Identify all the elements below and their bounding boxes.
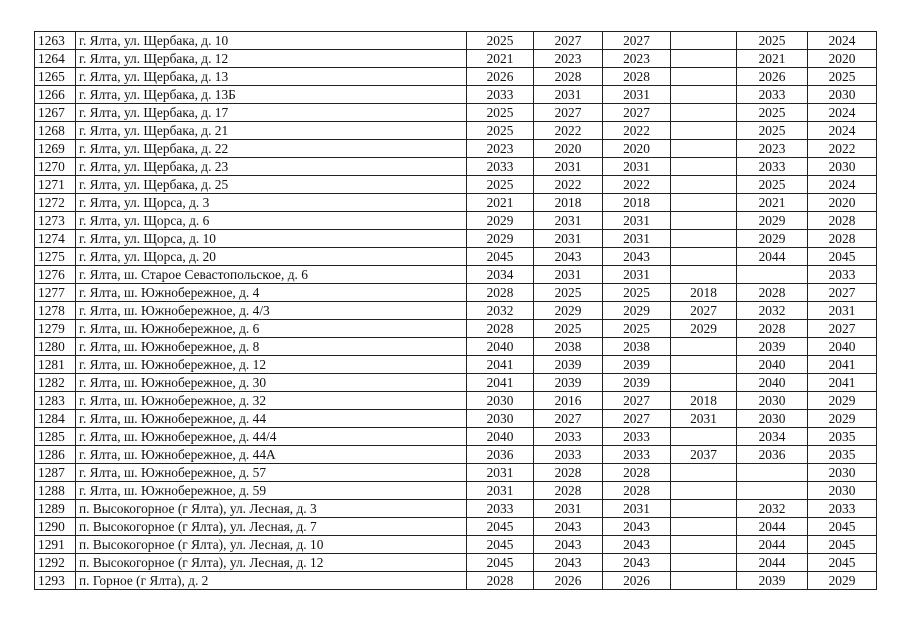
year-cell-2: 2033	[534, 446, 603, 464]
year-cell-5: 2032	[737, 500, 808, 518]
year-cell-6: 2030	[808, 158, 877, 176]
table-row	[35, 230, 877, 248]
year-cell-1: 2029	[467, 212, 534, 230]
year-cell-3: 2027	[603, 104, 671, 122]
year-cell-6: 2029	[808, 572, 877, 590]
year-cell-1: 2030	[467, 410, 534, 428]
year-cell-5: 2021	[737, 194, 808, 212]
table-row	[35, 572, 877, 590]
year-cell-6: 2027	[808, 320, 877, 338]
year-cell-3: 2027	[603, 32, 671, 50]
row-number: 1292	[35, 554, 76, 572]
year-cell-3: 2031	[603, 500, 671, 518]
year-cell-1: 2041	[467, 374, 534, 392]
year-cell-5: 2030	[737, 392, 808, 410]
year-cell-2: 2031	[534, 86, 603, 104]
year-cell-2: 2043	[534, 554, 603, 572]
year-cell-6: 2033	[808, 500, 877, 518]
year-cell-5	[737, 482, 808, 500]
year-cell-1: 2033	[467, 86, 534, 104]
row-number: 1285	[35, 428, 76, 446]
year-cell-2: 2031	[534, 266, 603, 284]
year-cell-3: 2025	[603, 320, 671, 338]
year-cell-6: 2033	[808, 266, 877, 284]
year-cell-3: 2039	[603, 356, 671, 374]
year-cell-3: 2043	[603, 518, 671, 536]
year-cell-4	[671, 158, 737, 176]
table-row	[35, 518, 877, 536]
year-cell-5: 2025	[737, 176, 808, 194]
year-cell-4: 2031	[671, 410, 737, 428]
year-cell-4	[671, 356, 737, 374]
schedule-table	[34, 31, 877, 590]
address-cell: г. Ялта, ул. Щербака, д. 22	[76, 140, 467, 158]
year-cell-6: 2035	[808, 446, 877, 464]
year-cell-5	[737, 464, 808, 482]
table-row	[35, 500, 877, 518]
year-cell-3: 2043	[603, 248, 671, 266]
year-cell-3: 2028	[603, 482, 671, 500]
year-cell-6: 2024	[808, 122, 877, 140]
year-cell-5: 2025	[737, 122, 808, 140]
year-cell-2: 2027	[534, 410, 603, 428]
year-cell-3: 2033	[603, 428, 671, 446]
year-cell-1: 2045	[467, 248, 534, 266]
year-cell-5: 2028	[737, 320, 808, 338]
row-number: 1271	[35, 176, 76, 194]
table-row	[35, 68, 877, 86]
year-cell-6: 2040	[808, 338, 877, 356]
row-number: 1274	[35, 230, 76, 248]
row-number: 1286	[35, 446, 76, 464]
year-cell-5: 2021	[737, 50, 808, 68]
year-cell-3: 2039	[603, 374, 671, 392]
year-cell-2: 2029	[534, 302, 603, 320]
year-cell-6: 2030	[808, 86, 877, 104]
year-cell-6: 2029	[808, 392, 877, 410]
address-cell: г. Ялта, ш. Южнобережное, д. 30	[76, 374, 467, 392]
year-cell-4: 2029	[671, 320, 737, 338]
year-cell-1: 2025	[467, 32, 534, 50]
year-cell-6: 2027	[808, 284, 877, 302]
year-cell-2: 2031	[534, 230, 603, 248]
year-cell-3: 2028	[603, 68, 671, 86]
year-cell-5: 2030	[737, 410, 808, 428]
address-cell: г. Ялта, ул. Щербака, д. 10	[76, 32, 467, 50]
year-cell-5: 2039	[737, 338, 808, 356]
year-cell-5: 2029	[737, 212, 808, 230]
year-cell-4: 2018	[671, 392, 737, 410]
year-cell-5: 2025	[737, 32, 808, 50]
year-cell-2: 2031	[534, 500, 603, 518]
row-number: 1279	[35, 320, 76, 338]
year-cell-3: 2022	[603, 122, 671, 140]
year-cell-4	[671, 374, 737, 392]
row-number: 1283	[35, 392, 76, 410]
row-number: 1268	[35, 122, 76, 140]
year-cell-4	[671, 572, 737, 590]
year-cell-4	[671, 212, 737, 230]
row-number: 1287	[35, 464, 76, 482]
year-cell-6: 2028	[808, 212, 877, 230]
table-row	[35, 554, 877, 572]
row-number: 1269	[35, 140, 76, 158]
year-cell-5: 2044	[737, 518, 808, 536]
row-number: 1264	[35, 50, 76, 68]
row-number: 1263	[35, 32, 76, 50]
year-cell-6: 2028	[808, 230, 877, 248]
year-cell-6: 2020	[808, 194, 877, 212]
year-cell-6: 2022	[808, 140, 877, 158]
year-cell-4	[671, 248, 737, 266]
row-number: 1290	[35, 518, 76, 536]
year-cell-4	[671, 230, 737, 248]
year-cell-1: 2032	[467, 302, 534, 320]
year-cell-6: 2045	[808, 536, 877, 554]
row-number: 1281	[35, 356, 76, 374]
year-cell-3: 2022	[603, 176, 671, 194]
year-cell-6: 2030	[808, 482, 877, 500]
year-cell-4: 2027	[671, 302, 737, 320]
year-cell-5: 2033	[737, 86, 808, 104]
year-cell-6: 2024	[808, 176, 877, 194]
table-row	[35, 302, 877, 320]
year-cell-5: 2040	[737, 374, 808, 392]
table-row	[35, 158, 877, 176]
year-cell-4	[671, 518, 737, 536]
table-row	[35, 338, 877, 356]
year-cell-2: 2031	[534, 212, 603, 230]
year-cell-2: 2022	[534, 176, 603, 194]
year-cell-5: 2034	[737, 428, 808, 446]
year-cell-3: 2025	[603, 284, 671, 302]
year-cell-1: 2025	[467, 176, 534, 194]
year-cell-5: 2023	[737, 140, 808, 158]
address-cell: п. Высокогорное (г Ялта), ул. Лесная, д. 7	[76, 518, 467, 536]
row-number: 1289	[35, 500, 76, 518]
year-cell-1: 2045	[467, 554, 534, 572]
year-cell-1: 2033	[467, 500, 534, 518]
row-number: 1270	[35, 158, 76, 176]
year-cell-2: 2016	[534, 392, 603, 410]
year-cell-4	[671, 140, 737, 158]
year-cell-6: 2031	[808, 302, 877, 320]
year-cell-5: 2026	[737, 68, 808, 86]
year-cell-5: 2044	[737, 248, 808, 266]
year-cell-1: 2040	[467, 428, 534, 446]
year-cell-3: 2027	[603, 410, 671, 428]
year-cell-6: 2035	[808, 428, 877, 446]
year-cell-3: 2023	[603, 50, 671, 68]
year-cell-4: 2018	[671, 284, 737, 302]
year-cell-2: 2039	[534, 374, 603, 392]
year-cell-6: 2045	[808, 554, 877, 572]
year-cell-4	[671, 536, 737, 554]
year-cell-3: 2043	[603, 536, 671, 554]
address-cell: г. Ялта, ш. Южнобережное, д. 44/4	[76, 428, 467, 446]
year-cell-2: 2018	[534, 194, 603, 212]
table-row	[35, 392, 877, 410]
table-row	[35, 410, 877, 428]
year-cell-1: 2021	[467, 50, 534, 68]
address-cell: г. Ялта, ш. Южнобережное, д. 59	[76, 482, 467, 500]
year-cell-2: 2026	[534, 572, 603, 590]
year-cell-4	[671, 194, 737, 212]
year-cell-3: 2020	[603, 140, 671, 158]
year-cell-2: 2039	[534, 356, 603, 374]
address-cell: г. Ялта, ш. Южнобережное, д. 32	[76, 392, 467, 410]
table-row	[35, 104, 877, 122]
year-cell-1: 2025	[467, 104, 534, 122]
table-row	[35, 32, 877, 50]
year-cell-3: 2033	[603, 446, 671, 464]
year-cell-4	[671, 104, 737, 122]
year-cell-6: 2045	[808, 518, 877, 536]
address-cell: г. Ялта, ул. Щорса, д. 3	[76, 194, 467, 212]
year-cell-3: 2026	[603, 572, 671, 590]
address-cell: п. Высокогорное (г Ялта), ул. Лесная, д. 10	[76, 536, 467, 554]
row-number: 1288	[35, 482, 76, 500]
year-cell-2: 2027	[534, 32, 603, 50]
year-cell-5: 2036	[737, 446, 808, 464]
year-cell-6: 2029	[808, 410, 877, 428]
year-cell-4: 2037	[671, 446, 737, 464]
year-cell-1: 2023	[467, 140, 534, 158]
row-number: 1282	[35, 374, 76, 392]
year-cell-4	[671, 32, 737, 50]
address-cell: г. Ялта, ул. Щербака, д. 17	[76, 104, 467, 122]
year-cell-2: 2043	[534, 536, 603, 554]
year-cell-2: 2027	[534, 104, 603, 122]
table-row	[35, 176, 877, 194]
year-cell-4	[671, 428, 737, 446]
row-number: 1276	[35, 266, 76, 284]
year-cell-3: 2027	[603, 392, 671, 410]
year-cell-4	[671, 122, 737, 140]
year-cell-1: 2041	[467, 356, 534, 374]
year-cell-1: 2045	[467, 536, 534, 554]
row-number: 1278	[35, 302, 76, 320]
row-number: 1280	[35, 338, 76, 356]
year-cell-1: 2030	[467, 392, 534, 410]
year-cell-5: 2028	[737, 284, 808, 302]
address-cell: г. Ялта, ул. Щербака, д. 25	[76, 176, 467, 194]
year-cell-2: 2025	[534, 284, 603, 302]
year-cell-2: 2043	[534, 518, 603, 536]
year-cell-6: 2024	[808, 104, 877, 122]
table-row	[35, 212, 877, 230]
year-cell-4	[671, 86, 737, 104]
year-cell-1: 2028	[467, 284, 534, 302]
table-row	[35, 50, 877, 68]
address-cell: г. Ялта, ш. Старое Севастопольское, д. 6	[76, 266, 467, 284]
row-number: 1273	[35, 212, 76, 230]
table-row	[35, 356, 877, 374]
address-cell: г. Ялта, ш. Южнобережное, д. 57	[76, 464, 467, 482]
year-cell-3: 2031	[603, 230, 671, 248]
address-cell: г. Ялта, ул. Щербака, д. 12	[76, 50, 467, 68]
year-cell-5: 2044	[737, 536, 808, 554]
row-number: 1284	[35, 410, 76, 428]
year-cell-4	[671, 464, 737, 482]
row-number: 1293	[35, 572, 76, 590]
table-row	[35, 464, 877, 482]
address-cell: г. Ялта, ул. Щербака, д. 13	[76, 68, 467, 86]
table-row	[35, 194, 877, 212]
address-cell: г. Ялта, ул. Щербака, д. 21	[76, 122, 467, 140]
year-cell-1: 2040	[467, 338, 534, 356]
table-row	[35, 482, 877, 500]
address-cell: г. Ялта, ул. Щорса, д. 10	[76, 230, 467, 248]
year-cell-4	[671, 50, 737, 68]
row-number: 1267	[35, 104, 76, 122]
table-row	[35, 536, 877, 554]
row-number: 1277	[35, 284, 76, 302]
address-cell: г. Ялта, ш. Южнобережное, д. 6	[76, 320, 467, 338]
year-cell-3: 2031	[603, 86, 671, 104]
table-row	[35, 374, 877, 392]
table-row	[35, 446, 877, 464]
address-cell: г. Ялта, ш. Южнобережное, д. 44А	[76, 446, 467, 464]
year-cell-5: 2039	[737, 572, 808, 590]
year-cell-2: 2020	[534, 140, 603, 158]
address-cell: г. Ялта, ш. Южнобережное, д. 12	[76, 356, 467, 374]
year-cell-6: 2030	[808, 464, 877, 482]
year-cell-3: 2031	[603, 158, 671, 176]
year-cell-6: 2025	[808, 68, 877, 86]
year-cell-3: 2029	[603, 302, 671, 320]
year-cell-6: 2045	[808, 248, 877, 266]
address-cell: г. Ялта, ш. Южнобережное, д. 44	[76, 410, 467, 428]
year-cell-3: 2043	[603, 554, 671, 572]
year-cell-6: 2041	[808, 374, 877, 392]
year-cell-5: 2025	[737, 104, 808, 122]
table-row	[35, 284, 877, 302]
address-cell: г. Ялта, ш. Южнобережное, д. 8	[76, 338, 467, 356]
year-cell-1: 2021	[467, 194, 534, 212]
year-cell-2: 2025	[534, 320, 603, 338]
year-cell-2: 2043	[534, 248, 603, 266]
year-cell-1: 2034	[467, 266, 534, 284]
year-cell-1: 2025	[467, 122, 534, 140]
row-number: 1272	[35, 194, 76, 212]
year-cell-1: 2031	[467, 482, 534, 500]
table-row	[35, 428, 877, 446]
year-cell-5: 2044	[737, 554, 808, 572]
year-cell-5: 2033	[737, 158, 808, 176]
year-cell-2: 2028	[534, 68, 603, 86]
year-cell-1: 2045	[467, 518, 534, 536]
address-cell: г. Ялта, ул. Щербака, д. 13Б	[76, 86, 467, 104]
year-cell-2: 2022	[534, 122, 603, 140]
year-cell-2: 2023	[534, 50, 603, 68]
table-row	[35, 248, 877, 266]
table-row	[35, 122, 877, 140]
address-cell: п. Высокогорное (г Ялта), ул. Лесная, д. 3	[76, 500, 467, 518]
table-row	[35, 266, 877, 284]
table-row	[35, 140, 877, 158]
address-cell: г. Ялта, ш. Южнобережное, д. 4/3	[76, 302, 467, 320]
year-cell-6: 2041	[808, 356, 877, 374]
year-cell-2: 2028	[534, 482, 603, 500]
year-cell-2: 2033	[534, 428, 603, 446]
year-cell-1: 2026	[467, 68, 534, 86]
year-cell-4	[671, 266, 737, 284]
year-cell-4	[671, 554, 737, 572]
year-cell-3: 2018	[603, 194, 671, 212]
address-cell: г. Ялта, ул. Щорса, д. 6	[76, 212, 467, 230]
address-cell: п. Высокогорное (г Ялта), ул. Лесная, д. 12	[76, 554, 467, 572]
address-cell: г. Ялта, ул. Щорса, д. 20	[76, 248, 467, 266]
year-cell-3: 2031	[603, 266, 671, 284]
row-number: 1266	[35, 86, 76, 104]
address-cell: г. Ялта, ул. Щербака, д. 23	[76, 158, 467, 176]
year-cell-4	[671, 482, 737, 500]
year-cell-5: 2029	[737, 230, 808, 248]
address-cell: п. Горное (г Ялта), д. 2	[76, 572, 467, 590]
row-number: 1291	[35, 536, 76, 554]
year-cell-4	[671, 338, 737, 356]
year-cell-1: 2033	[467, 158, 534, 176]
year-cell-1: 2031	[467, 464, 534, 482]
table-row	[35, 86, 877, 104]
year-cell-5	[737, 266, 808, 284]
year-cell-6: 2024	[808, 32, 877, 50]
table-row	[35, 320, 877, 338]
year-cell-5: 2032	[737, 302, 808, 320]
year-cell-5: 2040	[737, 356, 808, 374]
year-cell-4	[671, 500, 737, 518]
year-cell-1: 2036	[467, 446, 534, 464]
year-cell-1: 2028	[467, 572, 534, 590]
year-cell-3: 2028	[603, 464, 671, 482]
year-cell-6: 2020	[808, 50, 877, 68]
year-cell-4	[671, 68, 737, 86]
year-cell-1: 2028	[467, 320, 534, 338]
year-cell-2: 2028	[534, 464, 603, 482]
year-cell-3: 2038	[603, 338, 671, 356]
year-cell-2: 2031	[534, 158, 603, 176]
year-cell-3: 2031	[603, 212, 671, 230]
table-body	[35, 32, 877, 590]
year-cell-2: 2038	[534, 338, 603, 356]
address-cell: г. Ялта, ш. Южнобережное, д. 4	[76, 284, 467, 302]
year-cell-4	[671, 176, 737, 194]
row-number: 1265	[35, 68, 76, 86]
row-number: 1275	[35, 248, 76, 266]
year-cell-1: 2029	[467, 230, 534, 248]
